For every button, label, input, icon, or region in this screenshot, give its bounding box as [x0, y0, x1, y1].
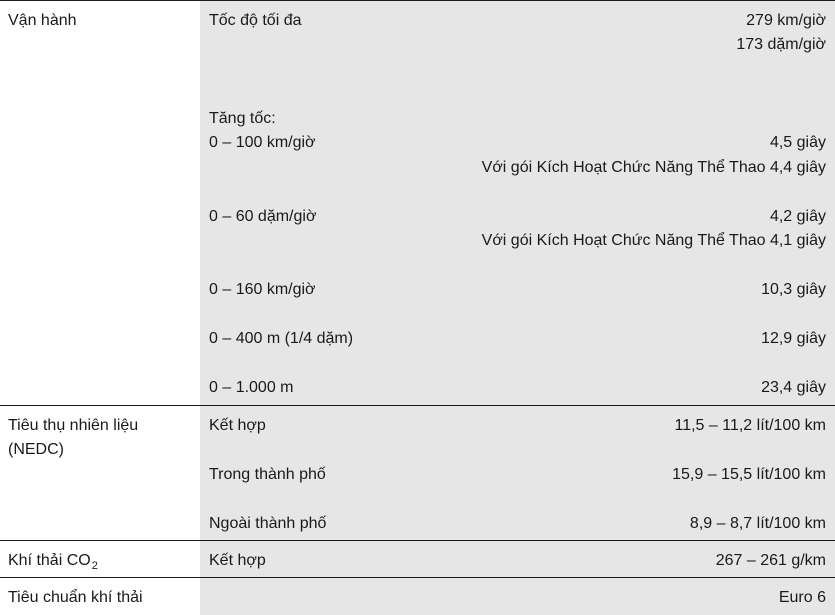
co2-label — [8, 549, 98, 574]
emission-standard-label: Tiêu chuẩn khí thải — [8, 589, 143, 606]
accel-0-1000-label: 0 – 1.000 m — [209, 379, 294, 396]
co2-combined-value: 267 – 261 g/km — [715, 552, 826, 569]
top-speed-label: Tốc độ tối đa — [209, 12, 302, 29]
co2-section — [0, 541, 835, 577]
co2-label-cell — [0, 541, 200, 577]
accel-0-400-value: 12,9 giây — [761, 330, 826, 347]
acceleration-heading: Tăng tốc: — [209, 110, 276, 127]
top-speed-mph-value: 173 dặm/giờ — [736, 36, 826, 53]
accel-0-400-label: 0 – 400 m (1/4 dặm) — [209, 330, 354, 347]
fuel-values-cell — [200, 406, 835, 540]
emission-standard-value-cell — [200, 578, 835, 615]
co2-combined-label: Kết hợp — [209, 552, 266, 569]
fuel-combined-value: 11,5 – 11,2 lít/100 km — [674, 417, 826, 434]
accel-0-160-value: 10,3 giây — [761, 281, 826, 298]
accel-0-60-value: 4,2 giây — [769, 208, 826, 225]
top-speed-kmh-value: 279 km/giờ — [746, 12, 826, 29]
fuel-urban-label: Trong thành phố — [209, 466, 326, 483]
fuel-label-cell — [0, 406, 200, 540]
co2-values-cell — [200, 541, 835, 577]
accel-0-160-label: 0 – 160 km/giờ — [209, 281, 316, 298]
performance-values-cell — [200, 1, 835, 405]
performance-section — [0, 1, 835, 405]
emission-standard-value: Euro 6 — [778, 589, 826, 606]
fuel-extra-urban-label: Ngoài thành phố — [209, 515, 327, 532]
co2-label-subscript: 2 — [91, 560, 98, 572]
fuel-extra-urban-value: 8,9 – 8,7 lít/100 km — [689, 515, 826, 532]
fuel-label: Tiêu thụ nhiên liệu (NEDC) — [8, 417, 139, 458]
accel-0-100-value: 4,5 giây — [769, 134, 826, 151]
performance-label: Vận hành — [8, 12, 77, 29]
accel-0-60-label: 0 – 60 dặm/giờ — [209, 208, 317, 225]
emission-standard-section — [0, 578, 835, 615]
accel-0-100-label: 0 – 100 km/giờ — [209, 134, 316, 151]
performance-label-cell — [0, 1, 200, 405]
fuel-combined-label: Kết hợp — [209, 417, 266, 434]
accel-0-100-sport-value: Với gói Kích Hoạt Chức Năng Thể Thao 4,4 giây — [481, 159, 826, 176]
fuel-section — [0, 406, 835, 540]
accel-0-60-sport-value: Với gói Kích Hoạt Chức Năng Thể Thao 4,1 giây — [481, 232, 826, 249]
emission-standard-label-cell — [0, 578, 200, 615]
co2-label-text: Khí thải CO — [8, 552, 91, 569]
accel-0-1000-value: 23,4 giây — [761, 379, 826, 396]
fuel-urban-value: 15,9 – 15,5 lít/100 km — [672, 466, 826, 483]
